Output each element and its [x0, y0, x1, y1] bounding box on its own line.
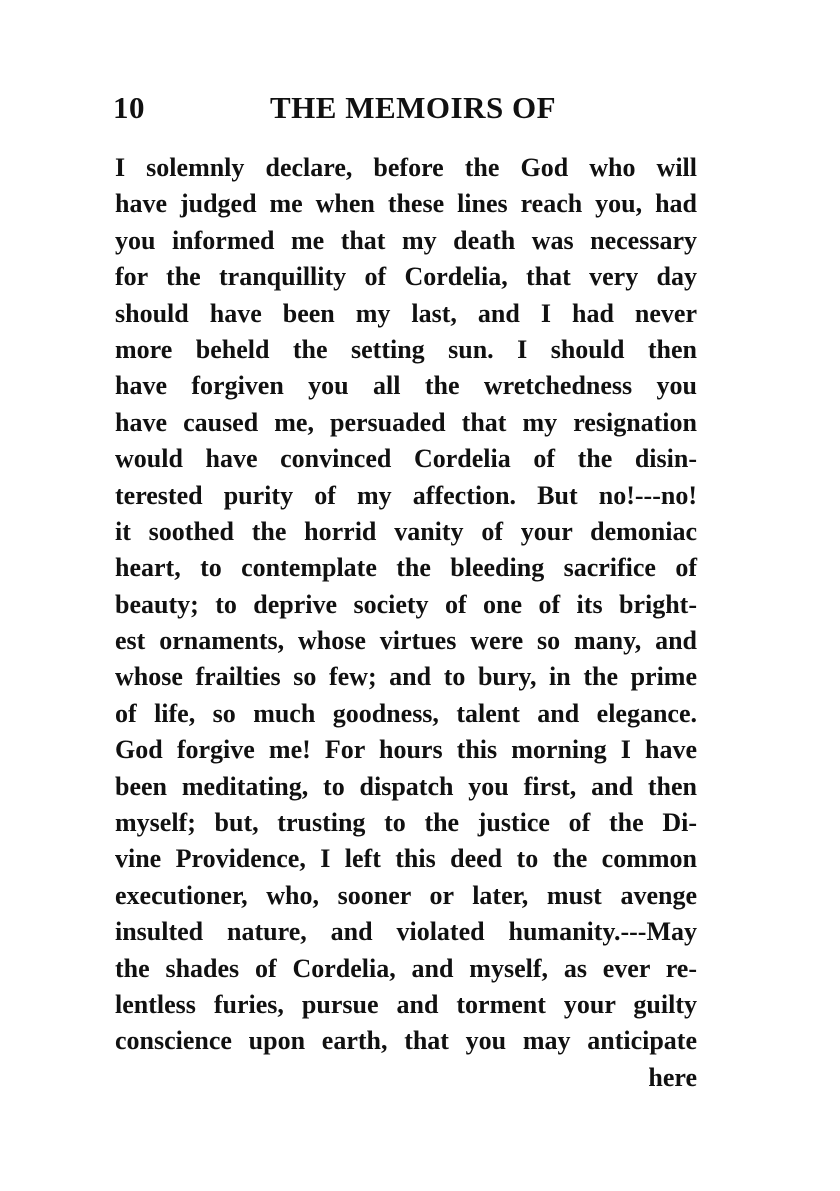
text-line: lentless furies, pursue and torment your guilty: [115, 989, 697, 1019]
text-line: of life, so much goodness, talent and elegance.: [115, 698, 697, 728]
text-line: vine Providence, I left this deed to the common: [115, 844, 697, 874]
text-line: more beheld the setting sun. I should then: [115, 334, 697, 364]
text-line: would have convinced Cordelia of the disin-: [115, 444, 697, 474]
text-line: executioner, who, sooner or later, must avenge: [115, 880, 697, 910]
text-line: have judged me when these lines reach you, had: [115, 189, 697, 219]
text-line: been meditating, to dispatch you first, and then: [115, 771, 697, 801]
text-line: terested purity of my affection. But no!---no!: [115, 480, 697, 510]
text-line: the shades of Cordelia, and myself, as ever re-: [115, 953, 697, 983]
text-line: insulted nature, and violated humanity.---May: [115, 917, 697, 947]
text-line: you informed me that my death was necessary: [115, 225, 697, 255]
page-number: 10: [113, 90, 145, 125]
text-line: it soothed the horrid vanity of your demoniac: [115, 516, 697, 546]
catchword: here: [648, 1062, 697, 1092]
text-line: heart, to contemplate the bleeding sacrifice of: [115, 553, 697, 583]
page-header: [113, 90, 703, 130]
text-line: God forgive me! For hours this morning I have: [115, 735, 697, 765]
text-line: have forgiven you all the wretchedness you: [115, 371, 697, 401]
text-line: beauty; to deprive society of one of its bright-: [115, 589, 697, 619]
text-line: for the tranquillity of Cordelia, that very day: [115, 262, 697, 292]
running-title: THE MEMOIRS OF: [270, 90, 557, 125]
body-text: [115, 150, 697, 1096]
text-line: have caused me, persuaded that my resignation: [115, 407, 697, 437]
text-line: should have been my last, and I had never: [115, 298, 697, 328]
text-line: I solemnly declare, before the God who will: [115, 153, 697, 182]
text-line: whose frailties so few; and to bury, in the prime: [115, 662, 697, 692]
text-line: conscience upon earth, that you may anticipate: [115, 1026, 697, 1056]
text-line: est ornaments, whose virtues were so many, and: [115, 626, 697, 656]
text-line: myself; but, trusting to the justice of the Di-: [115, 808, 697, 838]
